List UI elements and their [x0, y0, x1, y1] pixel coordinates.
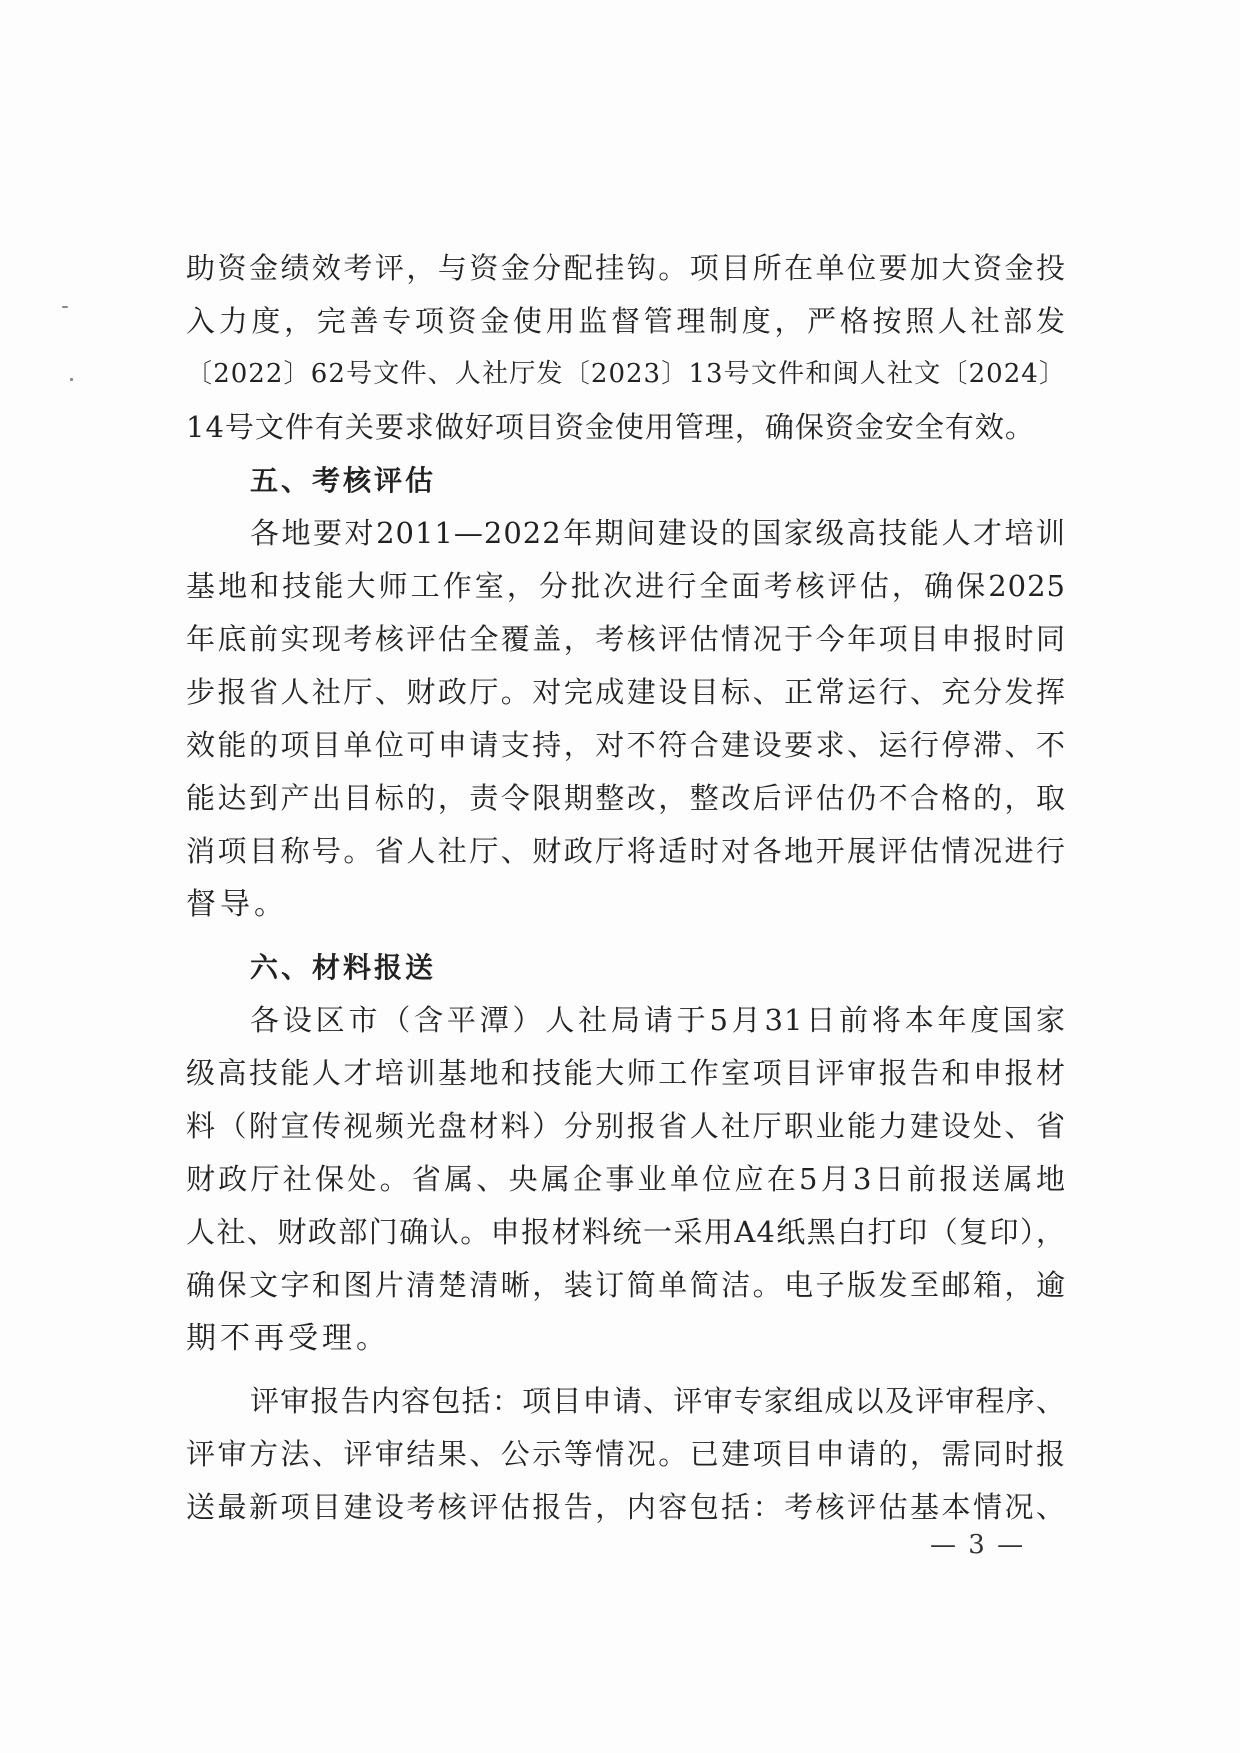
text-line: 评审报告内容包括：项目申请、评审专家组成以及评审程序、	[250, 1384, 1066, 1418]
text-line: 各地要对2011—2022年期间建设的国家级高技能人才培训	[250, 516, 1066, 550]
scan-speck	[62, 306, 68, 308]
text-line: 消项目称号。省人社厅、财政厅将适时对各地开展评估情况进行	[186, 834, 1066, 868]
page-number: — 3 —	[930, 1530, 1026, 1560]
text-line: 财政厅社保处。省属、央属企事业单位应在5月3日前报送属地	[186, 1162, 1066, 1196]
text-line: 14号文件有关要求做好项目资金使用管理，确保资金安全有效。	[186, 410, 1035, 444]
text-line: 期不再受理。	[186, 1321, 390, 1356]
text-line: 步报省人社厅、财政厅。对完成建设目标、正常运行、充分发挥	[186, 675, 1066, 709]
body-text	[186, 242, 1066, 1534]
text-line: 确保文字和图片清楚清晰，装订简单简洁。电子版发至邮箱，逾	[186, 1268, 1066, 1302]
text-line: 各设区市（含平潭）人社局请于5月31日前将本年度国家	[250, 1003, 1066, 1037]
text-line: 级高技能人才培训基地和技能大师工作室项目评审报告和申报材	[186, 1056, 1066, 1090]
text-line: 督导。	[186, 887, 288, 922]
text-line: 能达到产出目标的，责令限期整改，整改后评估仍不合格的，取	[186, 781, 1066, 815]
section-heading-submission: 六、材料报送	[250, 951, 437, 984]
text-line: 助资金绩效考评，与资金分配挂钩。项目所在单位要加大资金投	[186, 251, 1066, 285]
scan-speck	[70, 378, 73, 381]
text-line: 基地和技能大师工作室，分批次进行全面考核评估，确保2025	[186, 569, 1066, 603]
text-line: 入力度，完善专项资金使用监督管理制度，严格按照人社部发	[186, 304, 1066, 338]
text-line: 人社、财政部门确认。申报材料统一采用A4纸黑白打印（复印），	[186, 1215, 1066, 1249]
text-line: 评审方法、评审结果、公示等情况。已建项目申请的，需同时报	[186, 1437, 1066, 1471]
text-line: 送最新项目建设考核评估报告，内容包括：考核评估基本情况、	[186, 1490, 1066, 1524]
text-line: 料（附宣传视频光盘材料）分别报省人社厅职业能力建设处、省	[186, 1109, 1066, 1143]
text-line: 〔2022〕62号文件、人社厅发〔2023〕13号文件和闽人社文〔2024〕	[186, 359, 1066, 389]
text-line: 效能的项目单位可申请支持，对不符合建设要求、运行停滞、不	[186, 728, 1066, 762]
section-heading-assessment: 五、考核评估	[250, 464, 437, 497]
text-line: 年底前实现考核评估全覆盖，考核评估情况于今年项目申报时同	[186, 622, 1066, 656]
